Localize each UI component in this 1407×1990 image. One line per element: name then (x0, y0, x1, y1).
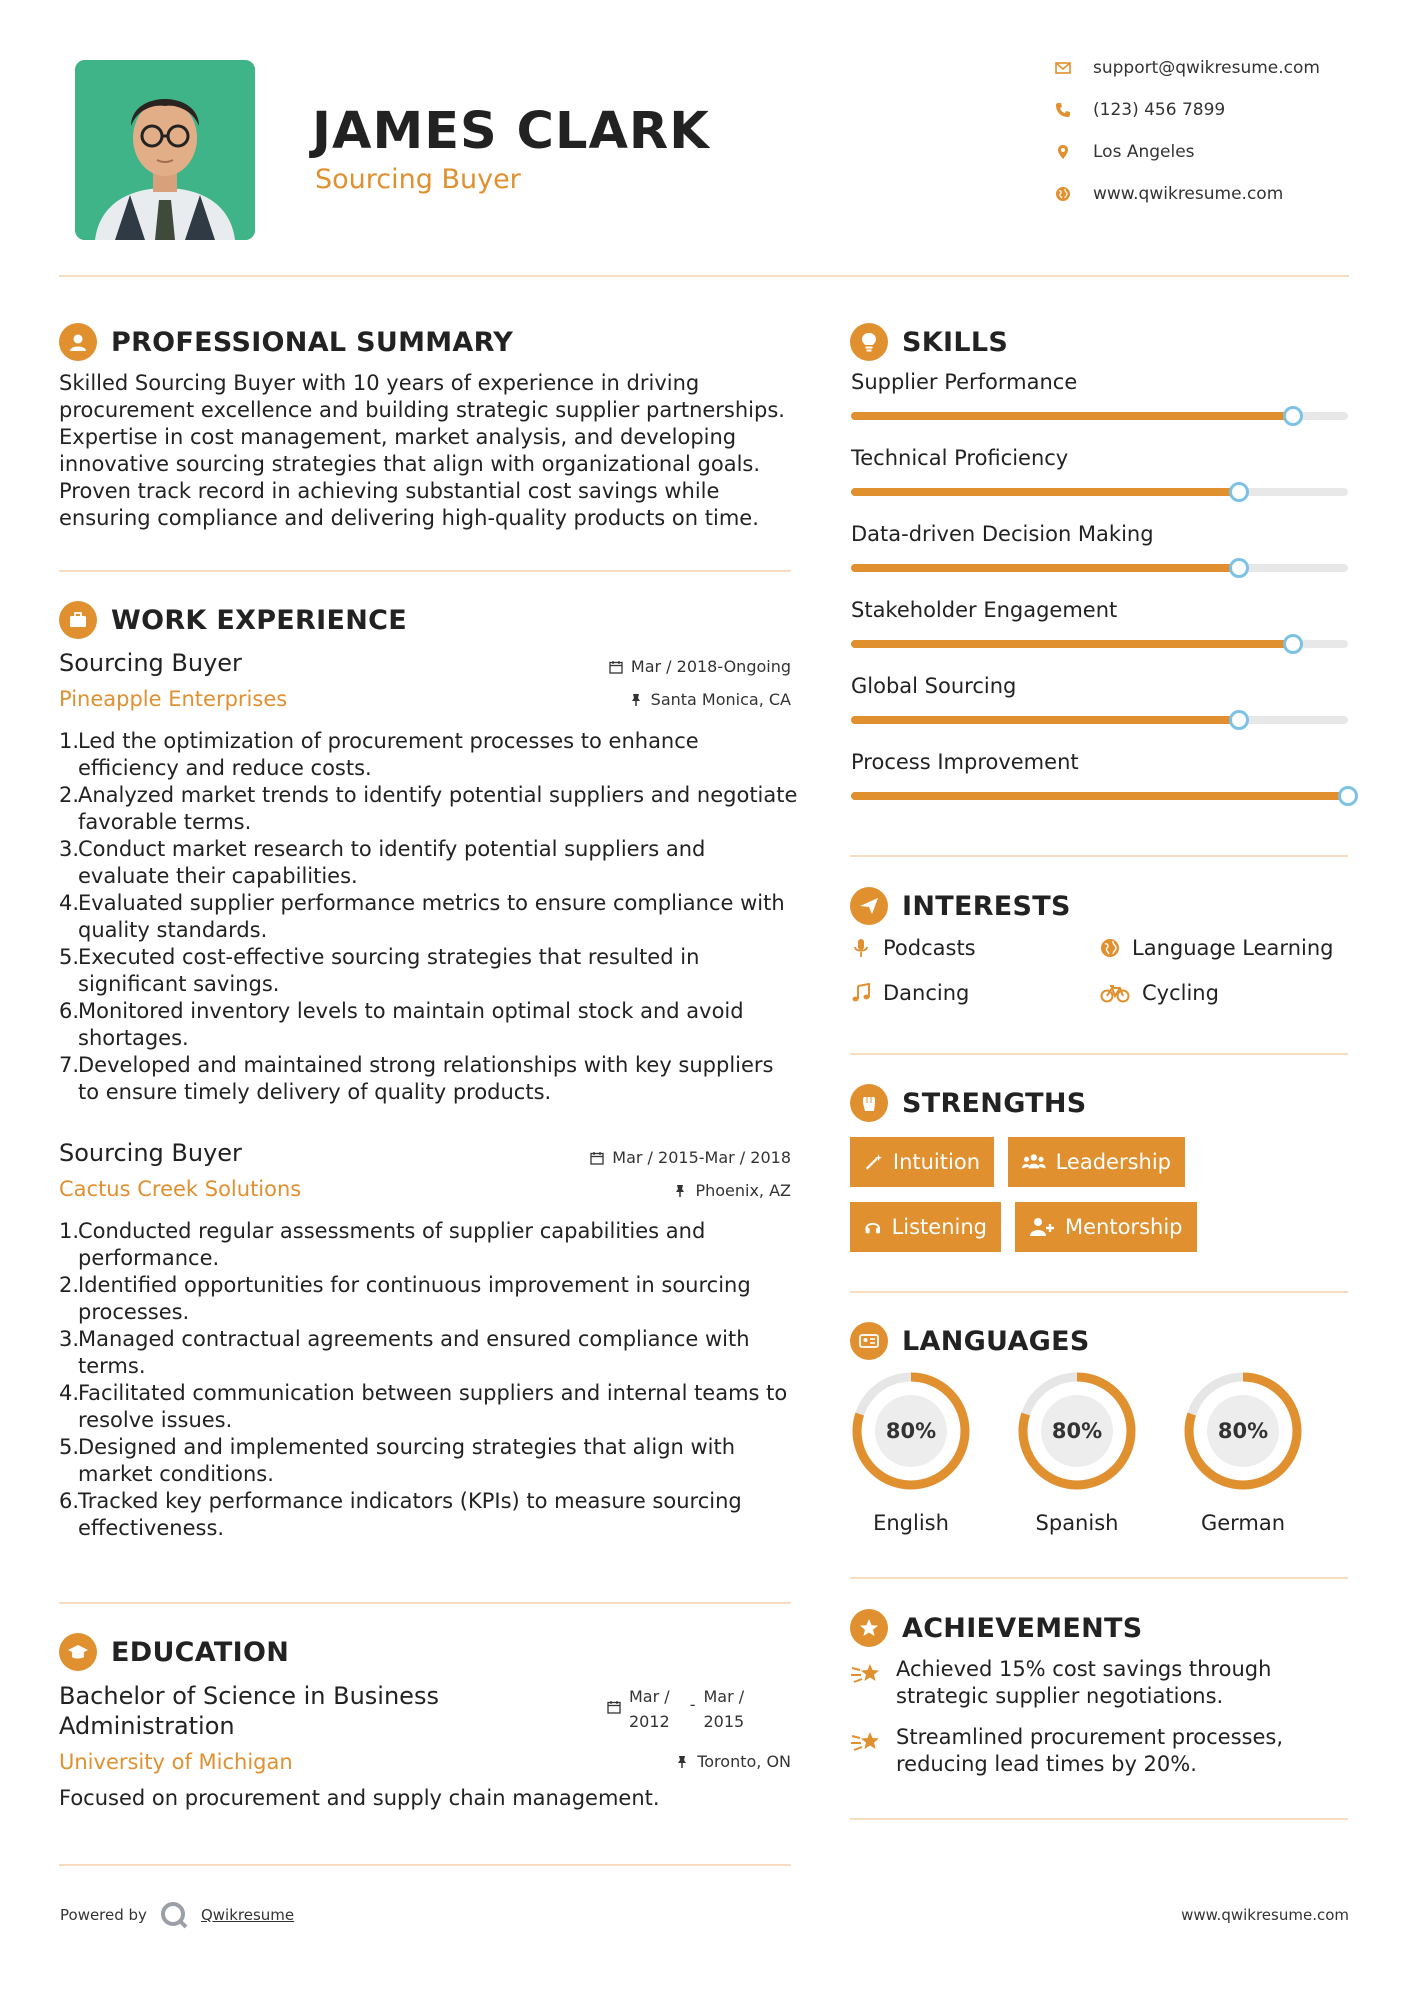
skill-item (851, 370, 1348, 446)
skill-bar (851, 792, 1348, 800)
footer-powered-by (60, 1900, 294, 1930)
duty-number: 3. (59, 837, 80, 861)
duty-line: efficiency and reduce costs. (78, 756, 372, 780)
job-company: Cactus Creek Solutions (59, 1177, 302, 1201)
contact-phone[interactable] (1055, 100, 1225, 120)
language-label: English (873, 1511, 949, 1535)
skills-heading: SKILLS (902, 326, 1009, 358)
duty-line: performance. (78, 1246, 220, 1270)
job-duties-list (59, 728, 799, 1106)
achievements-heading: ACHIEVEMENTS (902, 1612, 1143, 1644)
interests-heading-row (850, 887, 1071, 925)
education-heading: EDUCATION (111, 1636, 290, 1668)
duty-number: 6. (59, 1489, 80, 1513)
pushpin-icon (629, 693, 643, 707)
duty-item (59, 1488, 799, 1542)
interest-item (1100, 936, 1333, 960)
job-location-text: Phoenix, AZ (695, 1181, 791, 1200)
skill-bar (851, 640, 1348, 648)
footer-website[interactable]: www.qwikresume.com (1181, 1906, 1349, 1924)
duty-line: Monitored inventory levels to maintain optimal stock and avoid (78, 999, 744, 1023)
duty-item (59, 1272, 799, 1326)
degree-line: Administration (59, 1712, 235, 1740)
skill-bar-fill (851, 488, 1239, 496)
duty-line: Designed and implemented sourcing strategies that align with (78, 1435, 736, 1459)
languages-list (849, 1369, 1305, 1535)
briefcase-icon (59, 601, 97, 639)
section-divider (59, 1602, 791, 1604)
duty-line: Evaluated supplier performance metrics to ensure compliance with (78, 891, 785, 915)
skill-label: Stakeholder Engagement (851, 598, 1118, 622)
education-location-text: Toronto, ON (697, 1752, 791, 1771)
skill-bar-fill (851, 716, 1239, 724)
strength-label: Mentorship (1065, 1215, 1183, 1239)
header-divider (59, 275, 1349, 277)
users-icon (1022, 1151, 1046, 1173)
achievement-text (896, 1656, 1271, 1710)
shooting-star-icon (850, 1660, 882, 1688)
interest-item (851, 936, 976, 960)
footer-brand-link[interactable]: Qwikresume (200, 1906, 295, 1924)
user-icon (59, 323, 97, 361)
job-location (629, 690, 791, 709)
duty-number: 5. (59, 1435, 80, 1459)
contact-location (1055, 142, 1195, 162)
skill-bar-fill (851, 564, 1239, 572)
language-ring (1181, 1369, 1305, 1493)
calendar-icon (607, 1700, 621, 1714)
section-divider (850, 855, 1348, 857)
avatar-illustration (75, 60, 255, 240)
start-year: 2012 (629, 1712, 670, 1731)
interest-item (1100, 981, 1219, 1005)
skills-heading-row (850, 323, 1008, 361)
summary-heading-row (59, 323, 513, 361)
section-divider (850, 1577, 1348, 1579)
contact-website[interactable] (1055, 184, 1283, 204)
duty-item (59, 890, 799, 944)
languages-heading-row (850, 1322, 1090, 1360)
skill-bar-fill (851, 792, 1348, 800)
strengths-heading: STRENGTHS (902, 1087, 1087, 1119)
end-year: 2015 (703, 1712, 745, 1731)
strength-label: Leadership (1055, 1150, 1171, 1174)
strength-badge (850, 1137, 994, 1187)
lightbulb-icon (850, 323, 888, 361)
duty-line: evaluate their capabilities. (78, 864, 358, 888)
language-percent: 80% (1217, 1419, 1269, 1443)
skill-level-knob (1229, 482, 1249, 502)
duty-line: Facilitated communication between suppliers and internal teams to (78, 1381, 788, 1405)
summary-heading: PROFESSIONAL SUMMARY (111, 326, 514, 358)
powered-by-text: Powered by (60, 1906, 147, 1924)
duty-line: market conditions. (78, 1462, 274, 1486)
duty-number: 2. (59, 1273, 80, 1297)
duty-line: Developed and maintained strong relationships with key suppliers (78, 1053, 774, 1077)
duty-item (59, 728, 799, 782)
skill-bar-fill (851, 412, 1293, 420)
duty-item (59, 1052, 799, 1106)
duty-number: 2. (59, 783, 80, 807)
skill-item (851, 674, 1348, 750)
profile-photo (75, 60, 255, 240)
section-divider (850, 1818, 1348, 1820)
skill-bar-fill (851, 640, 1293, 648)
duty-line: Executed cost-effective sourcing strategies that resulted in (78, 945, 700, 969)
duty-item (59, 1326, 799, 1380)
language-percent: 80% (885, 1419, 937, 1443)
skill-item (851, 522, 1348, 598)
shooting-star-icon (850, 1728, 882, 1756)
job-duties-list (59, 1218, 799, 1542)
skill-item (851, 750, 1348, 826)
candidate-name: JAMES CLARK (312, 102, 710, 161)
achievement-line: Achieved 15% cost savings through (896, 1657, 1272, 1681)
skill-bar (851, 716, 1348, 724)
section-divider (59, 1864, 791, 1866)
job-company: Pineapple Enterprises (59, 687, 288, 711)
contact-email[interactable] (1055, 58, 1320, 78)
duty-line: significant savings. (78, 972, 280, 996)
star-badge-icon (850, 1609, 888, 1647)
duty-line: Managed contractual agreements and ensured compliance with (78, 1327, 750, 1351)
start-month: Mar / (629, 1687, 670, 1706)
school-name: University of Michigan (59, 1750, 293, 1774)
end-month: Mar / (703, 1687, 745, 1706)
duty-line: Led the optimization of procurement processes to enhance (78, 729, 699, 753)
duty-line: favorable terms. (78, 810, 252, 834)
achievements-heading-row (850, 1609, 1143, 1647)
education-dates (607, 1684, 744, 1734)
duty-line: effectiveness. (78, 1516, 225, 1540)
achievement-line: strategic supplier negotiations. (896, 1684, 1224, 1708)
job-dates-text: Mar / 2015-Mar / 2018 (612, 1148, 791, 1167)
duty-number: 7. (59, 1053, 80, 1077)
strength-badge (1008, 1137, 1185, 1187)
candidate-title: Sourcing Buyer (315, 164, 521, 195)
strength-label: Intuition (892, 1150, 980, 1174)
paper-plane-icon (850, 887, 888, 925)
job-dates (609, 657, 791, 676)
pushpin-icon (673, 1184, 687, 1198)
duty-line: Conduct market research to identify potential suppliers and (78, 837, 706, 861)
strength-label: Listening (891, 1215, 987, 1239)
section-divider (850, 1291, 1348, 1293)
duty-number: 1. (59, 729, 80, 753)
summary-line: Proven track record in achieving substantial cost savings while (59, 479, 720, 503)
summary-text (59, 370, 799, 532)
duty-number: 4. (59, 1381, 80, 1405)
achievement-line: Streamlined procurement processes, (896, 1725, 1284, 1749)
duty-line: Tracked key performance indicators (KPIs) to measure sourcing (78, 1489, 742, 1513)
duty-line: processes. (78, 1300, 190, 1324)
summary-line: Expertise in cost management, market analysis, and developing (59, 425, 737, 449)
skill-level-knob (1229, 710, 1249, 730)
language-label: Spanish (1035, 1511, 1119, 1535)
section-divider (850, 1053, 1348, 1055)
language-item (849, 1369, 973, 1535)
contact-email-text: support@qwikresume.com (1093, 58, 1320, 78)
globe-icon (1055, 186, 1071, 202)
user-plus-icon (1029, 1216, 1055, 1238)
duty-line: Identified opportunities for continuous improvement in sourcing (78, 1273, 751, 1297)
education-location (675, 1752, 791, 1771)
duty-item (59, 1218, 799, 1272)
duty-item (59, 998, 799, 1052)
duty-item (59, 1380, 799, 1434)
music-note-icon (851, 983, 871, 1003)
skill-label: Data-driven Decision Making (851, 522, 1154, 546)
globe-icon (1100, 938, 1120, 958)
education-end (704, 1684, 745, 1734)
strength-badge (1015, 1202, 1197, 1252)
duty-item (59, 944, 799, 998)
education-description: Focused on procurement and supply chain management. (59, 1786, 660, 1810)
calendar-icon (609, 660, 623, 674)
job-dates-text: Mar / 2018-Ongoing (630, 657, 791, 676)
contact-website-text: www.qwikresume.com (1093, 184, 1284, 204)
duty-item (59, 782, 799, 836)
job-title: Sourcing Buyer (59, 649, 242, 677)
skill-label: Supplier Performance (851, 370, 1078, 394)
job-location (673, 1181, 791, 1200)
magic-wand-icon (864, 1151, 883, 1173)
summary-line: ensuring compliance and delivering high-quality products on time. (59, 506, 759, 530)
bicycle-icon (1100, 983, 1130, 1003)
pushpin-icon (675, 1755, 689, 1769)
duty-item (59, 836, 799, 890)
graduation-cap-icon (59, 1633, 97, 1671)
contact-phone-text: (123) 456 7899 (1093, 100, 1226, 120)
duty-line: to ensure timely delivery of quality products. (78, 1080, 552, 1104)
interest-label: Dancing (883, 981, 970, 1005)
duty-line: resolve issues. (78, 1408, 233, 1432)
skill-bar (851, 412, 1348, 420)
fist-icon (850, 1084, 888, 1122)
map-pin-icon (1055, 144, 1071, 160)
language-item (1015, 1369, 1139, 1535)
duty-line: Analyzed market trends to identify potential suppliers and negotiate (78, 783, 798, 807)
education-start (629, 1684, 670, 1734)
summary-line: Skilled Sourcing Buyer with 10 years of experience in driving (59, 371, 700, 395)
interest-label: Language Learning (1132, 936, 1334, 960)
skills-list (851, 370, 1348, 826)
calendar-icon (590, 1151, 604, 1165)
interest-label: Podcasts (883, 936, 976, 960)
job-title: Sourcing Buyer (59, 1139, 242, 1167)
section-divider (59, 570, 791, 572)
interests-heading: INTERESTS (902, 890, 1071, 922)
language-percent: 80% (1051, 1419, 1103, 1443)
degree-title (59, 1681, 439, 1741)
skill-level-knob (1283, 406, 1303, 426)
achievement-line: reducing lead times by 20%. (896, 1752, 1197, 1776)
education-heading-row (59, 1633, 289, 1671)
qwikresume-logo-icon (159, 1900, 189, 1930)
duty-number: 6. (59, 999, 80, 1023)
language-ring (849, 1369, 973, 1493)
date-separator: - (689, 1695, 696, 1714)
microphone-icon (851, 938, 871, 958)
duty-number: 3. (59, 1327, 80, 1351)
duty-item (59, 1434, 799, 1488)
phone-icon (1055, 102, 1071, 118)
summary-line: innovative sourcing strategies that align with organizational goals. (59, 452, 761, 476)
summary-line: procurement excellence and building strategic supplier partnerships. (59, 398, 785, 422)
contact-location-text: Los Angeles (1093, 142, 1195, 162)
experience-heading: WORK EXPERIENCE (111, 604, 407, 636)
skill-item (851, 598, 1348, 674)
duty-line: Conducted regular assessments of supplier capabilities and (78, 1219, 706, 1243)
achievement-text (896, 1724, 1283, 1778)
duty-line: quality standards. (78, 918, 268, 942)
languages-heading: LANGUAGES (902, 1325, 1090, 1357)
job-dates (590, 1148, 791, 1167)
skill-level-knob (1283, 634, 1303, 654)
skill-label: Process Improvement (851, 750, 1079, 774)
interest-label: Cycling (1142, 981, 1219, 1005)
achievement-item (850, 1656, 1348, 1710)
language-ring (1015, 1369, 1139, 1493)
strengths-heading-row (850, 1084, 1087, 1122)
job-location-text: Santa Monica, CA (650, 690, 791, 709)
skill-level-knob (1338, 786, 1358, 806)
duty-line: terms. (78, 1354, 146, 1378)
achievement-item (850, 1724, 1348, 1778)
duty-line: shortages. (78, 1026, 189, 1050)
experience-heading-row (59, 601, 407, 639)
skill-bar (851, 564, 1348, 572)
duty-number: 4. (59, 891, 80, 915)
strength-badge (850, 1202, 1001, 1252)
interest-item (851, 981, 969, 1005)
skill-label: Global Sourcing (851, 674, 1017, 698)
language-item (1181, 1369, 1305, 1535)
skill-bar (851, 488, 1348, 496)
skill-item (851, 446, 1348, 522)
language-label: German (1200, 1511, 1286, 1535)
degree-line: Bachelor of Science in Business (59, 1682, 439, 1710)
skill-level-knob (1229, 558, 1249, 578)
id-card-icon (850, 1322, 888, 1360)
headphones-icon (864, 1216, 882, 1238)
skill-label: Technical Proficiency (851, 446, 1069, 470)
mail-icon (1055, 60, 1071, 76)
duty-number: 5. (59, 945, 80, 969)
duty-number: 1. (59, 1219, 80, 1243)
